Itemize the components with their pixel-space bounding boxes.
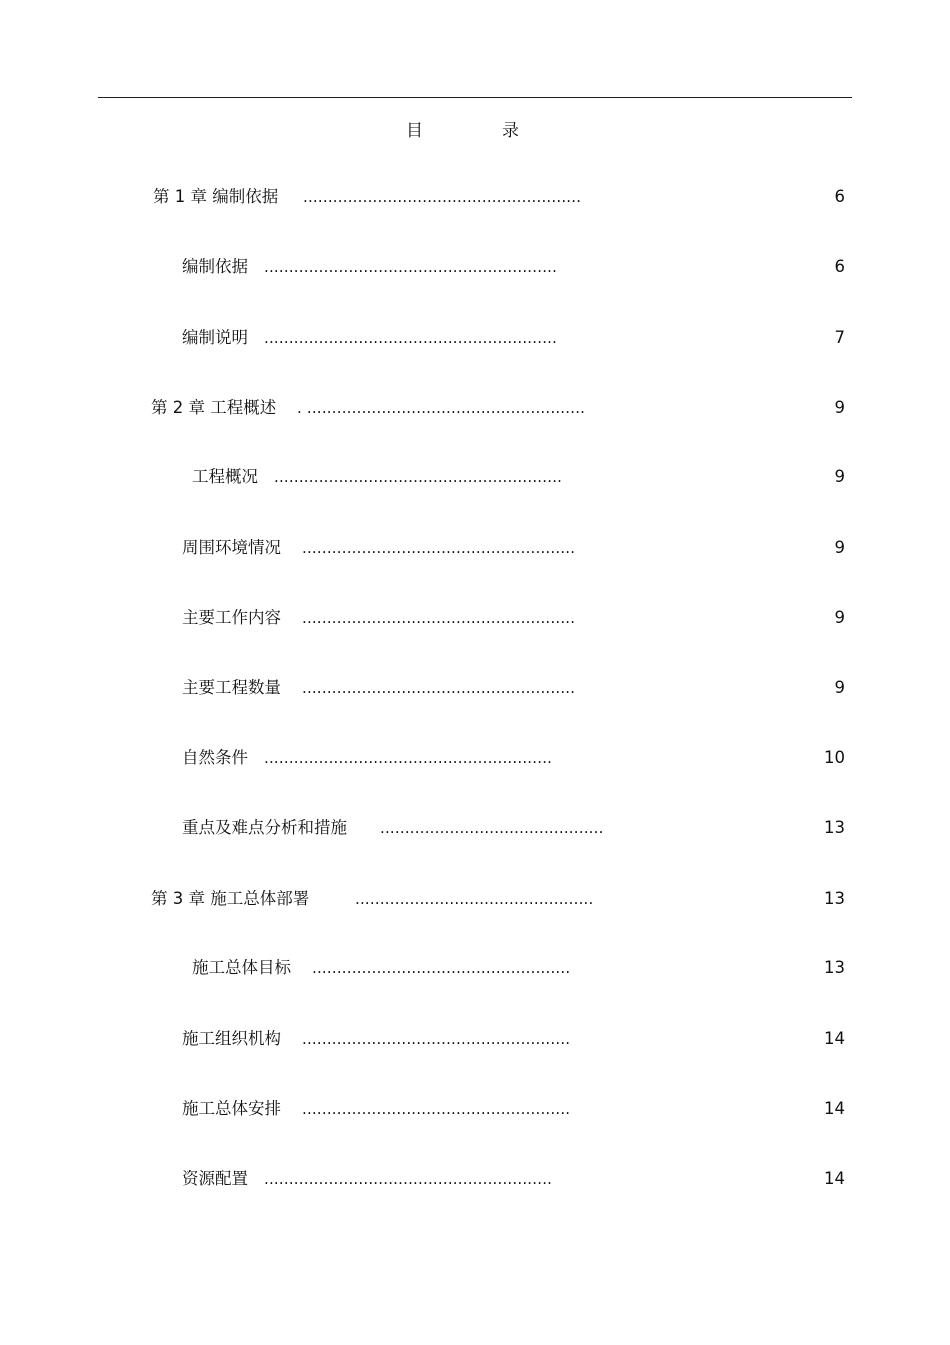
toc-title bbox=[0, 116, 950, 140]
toc-entry-section[interactable] bbox=[182, 817, 722, 839]
toc-entry-label: 第 1 章 编制依据 bbox=[153, 187, 279, 206]
toc-entry-chapter-2[interactable] bbox=[151, 397, 731, 419]
toc-entry-label: 施工组织机构 bbox=[182, 1029, 281, 1048]
toc-entry-section[interactable] bbox=[182, 677, 722, 699]
toc-entry-section[interactable] bbox=[182, 327, 722, 349]
toc-entry-section[interactable] bbox=[182, 1098, 722, 1120]
toc-entry-leader: ....................................................... bbox=[302, 539, 576, 557]
toc-entry-label: 第 2 章 工程概述 bbox=[151, 398, 277, 417]
toc-entry-leader: ........................................................... bbox=[264, 258, 558, 276]
toc-entry-leader: ............................................. bbox=[380, 819, 604, 837]
toc-entry-leader: ...................................................... bbox=[302, 1100, 571, 1118]
toc-page-number: 13 bbox=[824, 818, 845, 837]
toc-entry-leader: . ........................................................ bbox=[297, 399, 586, 417]
toc-entry-section[interactable] bbox=[182, 256, 722, 278]
toc-title-char-2: 录 bbox=[502, 121, 519, 141]
toc-entry-label: 施工总体目标 bbox=[192, 958, 291, 977]
toc-entry-section[interactable] bbox=[182, 1168, 722, 1190]
toc-entry-leader: ........................................................ bbox=[303, 188, 582, 206]
toc-entry-section[interactable] bbox=[192, 466, 732, 488]
toc-entry-label: 施工总体安排 bbox=[182, 1099, 281, 1118]
toc-entry-section[interactable] bbox=[182, 1028, 722, 1050]
toc-entry-label: 编制依据 bbox=[182, 257, 248, 276]
toc-entry-section[interactable] bbox=[182, 537, 722, 559]
toc-page-number: 13 bbox=[824, 958, 845, 977]
toc-entry-leader: ................................................ bbox=[355, 890, 594, 908]
header-rule bbox=[98, 97, 852, 98]
toc-page-number: 9 bbox=[834, 398, 845, 417]
toc-entry-label: 资源配置 bbox=[182, 1169, 248, 1188]
toc-page-number: 10 bbox=[824, 748, 845, 767]
toc-page-number: 9 bbox=[834, 678, 845, 697]
toc-entry-label: 主要工作内容 bbox=[182, 608, 281, 627]
toc-page-number: 9 bbox=[834, 608, 845, 627]
toc-page-number: 9 bbox=[834, 538, 845, 557]
toc-entry-label: 编制说明 bbox=[182, 328, 248, 347]
toc-entry-leader: ........................................................... bbox=[264, 329, 558, 347]
toc-page-number: 14 bbox=[824, 1099, 845, 1118]
toc-page-number: 7 bbox=[834, 328, 845, 347]
toc-entry-chapter-3[interactable] bbox=[151, 888, 731, 910]
toc-page-number: 6 bbox=[834, 187, 845, 206]
toc-page-number: 13 bbox=[824, 889, 845, 908]
toc-entry-leader: .................................................... bbox=[312, 959, 571, 977]
toc-entry-chapter-1[interactable] bbox=[153, 186, 713, 208]
toc-entry-label: 周围环境情况 bbox=[182, 538, 281, 557]
toc-entry-label: 自然条件 bbox=[182, 748, 248, 767]
toc-page-number: 6 bbox=[834, 257, 845, 276]
toc-entry-section[interactable] bbox=[182, 607, 722, 629]
toc-entry-leader: ...................................................... bbox=[302, 1030, 571, 1048]
toc-title-char-1: 目 bbox=[406, 121, 423, 141]
toc-entry-leader: .......................................................... bbox=[264, 749, 553, 767]
toc-page-number: 9 bbox=[834, 467, 845, 486]
toc-entry-label: 工程概况 bbox=[192, 467, 258, 486]
toc-entry-section[interactable] bbox=[182, 747, 722, 769]
toc-entry-label: 重点及难点分析和措施 bbox=[182, 818, 347, 837]
toc-page-number: 14 bbox=[824, 1029, 845, 1048]
toc-entry-leader: .......................................................... bbox=[264, 1170, 553, 1188]
toc-entry-leader: ....................................................... bbox=[302, 679, 576, 697]
toc-entry-leader: .......................................................... bbox=[274, 468, 563, 486]
toc-page-number: 14 bbox=[824, 1169, 845, 1188]
toc-entry-label: 主要工程数量 bbox=[182, 678, 281, 697]
toc-entry-section[interactable] bbox=[192, 957, 732, 979]
toc-entry-leader: ....................................................... bbox=[302, 609, 576, 627]
toc-entry-label: 第 3 章 施工总体部署 bbox=[151, 889, 310, 908]
